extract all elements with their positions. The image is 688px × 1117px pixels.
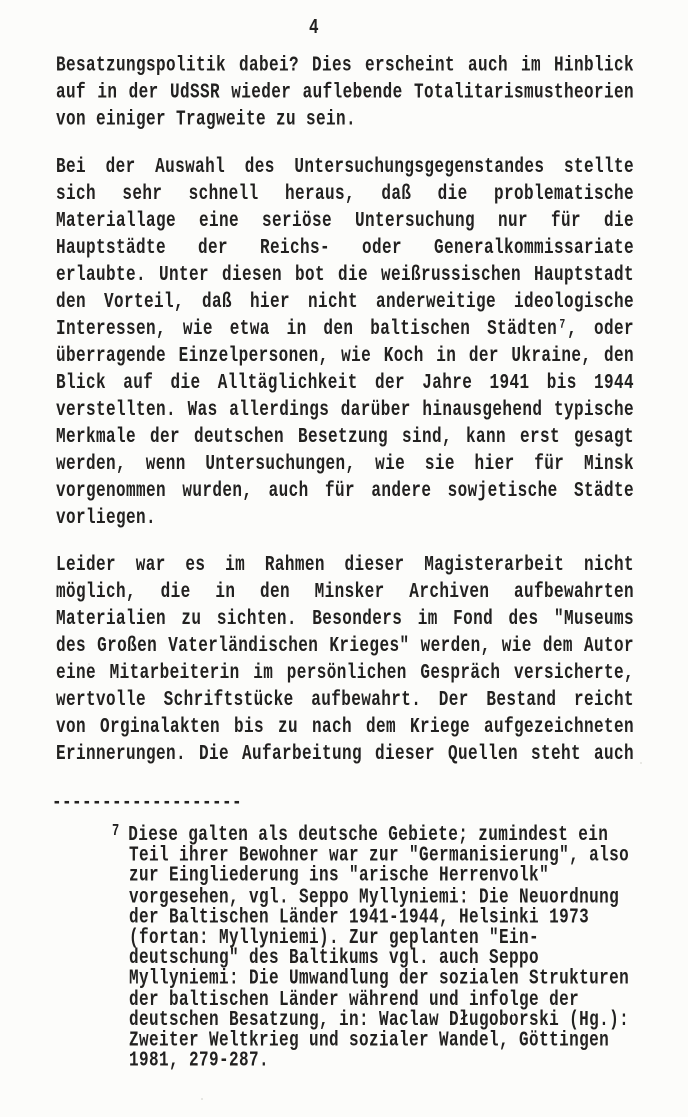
text-line: sich sehr schnell heraus, daß die problematische (56, 181, 634, 206)
text-line: vorgesehen, vgl. Seppo Myllyniemi: Die Neuordnung (129, 884, 620, 909)
text-line: Hauptstädte der Reichs- oder Generalkommissariate (56, 235, 634, 260)
text-line: Erinnerungen. Die Aufarbeitung dieser Quellen steht auch (56, 741, 634, 766)
text-line: zur Eingliederung ins "arische Herrenvolk" (129, 863, 550, 888)
page-number: 4 (308, 15, 319, 40)
body-text (56, 52, 634, 768)
text-line: Zweiter Weltkrieg und sozialer Wandel, Göttingen (129, 1027, 610, 1053)
text-line: eine Mitarbeiterin im persönlichen Gespräch versicherte, (56, 660, 634, 685)
text-line: Besatzungspolitik dabei? Dies erscheint auch im Hinblick (56, 53, 634, 78)
text-line: überragende Einzelpersonen, wie Koch in der Ukraine, den (56, 343, 634, 368)
page-content (0, 14, 688, 1072)
paragraph-2 (56, 153, 634, 531)
text-line: von Orginalakten bis zu nach dem Kriege aufgezeichneten (56, 714, 634, 739)
text-line: wertvolle Schriftstücke aufbewahrt. Der Bestand reicht (56, 687, 634, 712)
footnote-line-text: Diese galten als deutsche Gebiete; zumindest ein (128, 822, 609, 847)
text-line: verstellten. Was allerdings darüber hinausgehend typische (56, 397, 634, 422)
text-line: der baltischen Länder während und infolge der (129, 986, 580, 1012)
text-line: Blick auf die Alltäglichkeit der Jahre 1941 bis 1944 (56, 370, 634, 395)
text-line: Bei der Auswahl des Untersuchungsgegenstandes stellte (56, 154, 634, 179)
text-line: 1981, 279-287. (129, 1048, 270, 1073)
text-line: Myllyniemi: Die Umwandlung der sozialen Strukturen (129, 966, 630, 991)
text-line: Interessen, wie etwa in den baltischen Städten⁷, oder (56, 316, 634, 341)
footnote-marker: 7 (112, 821, 120, 841)
text-line: von einiger Tragweite zu sein. (56, 107, 357, 132)
text-line: deutschung" des Baltikums vgl. auch Seppo (129, 945, 540, 971)
paragraph-1 (56, 52, 634, 133)
text-line: Merkmale der deutschen Besetzung sind, kann erst gesagt (56, 424, 634, 449)
footnote-continuation (129, 843, 688, 1073)
text-line: vorliegen. (56, 505, 157, 530)
text-line: (fortan: Myllyniemi). Zur geplanten "Ein- (129, 925, 540, 950)
text-line: werden, wenn Untersuchungen, wie sie hier für Minsk (56, 451, 634, 476)
text-line: vorgenommen wurden, auch für andere sowjetische Städte (56, 478, 634, 503)
paragraph-3 (56, 551, 634, 767)
text-line: den Vorteil, daß hier nicht anderweitige ideologische (56, 289, 634, 314)
footnote (112, 821, 688, 1073)
text-line: erlaubte. Unter diesen bot die weißrussischen Hauptstadt (56, 262, 634, 287)
text-line: deutschen Besatzung, in: Waclaw Długoborski (Hg.): (129, 1007, 630, 1032)
text-line: Teil ihrer Bewohner war zur "Germanisierung", also (129, 843, 630, 868)
text-line: Leider war es im Rahmen dieser Magisterarbeit nicht (56, 552, 634, 577)
text-line: auf in der UdSSR wieder auflebende Totalitarismustheorien (56, 80, 634, 105)
footnote-separator: ------------------- (52, 790, 243, 815)
text-line: des Großen Vaterländischen Krieges" werden, wie dem Autor (56, 633, 634, 658)
text-line: möglich, die in den Minsker Archiven aufbewahrten (56, 579, 634, 604)
text-line: Materialien zu sichten. Besonders im Fond des "Museums (56, 606, 634, 631)
text-line: Materiallage eine seriöse Untersuchung nur für die (56, 208, 634, 233)
text-line: der Baltischen Länder 1941-1944, Helsinki 1973 (129, 904, 590, 930)
